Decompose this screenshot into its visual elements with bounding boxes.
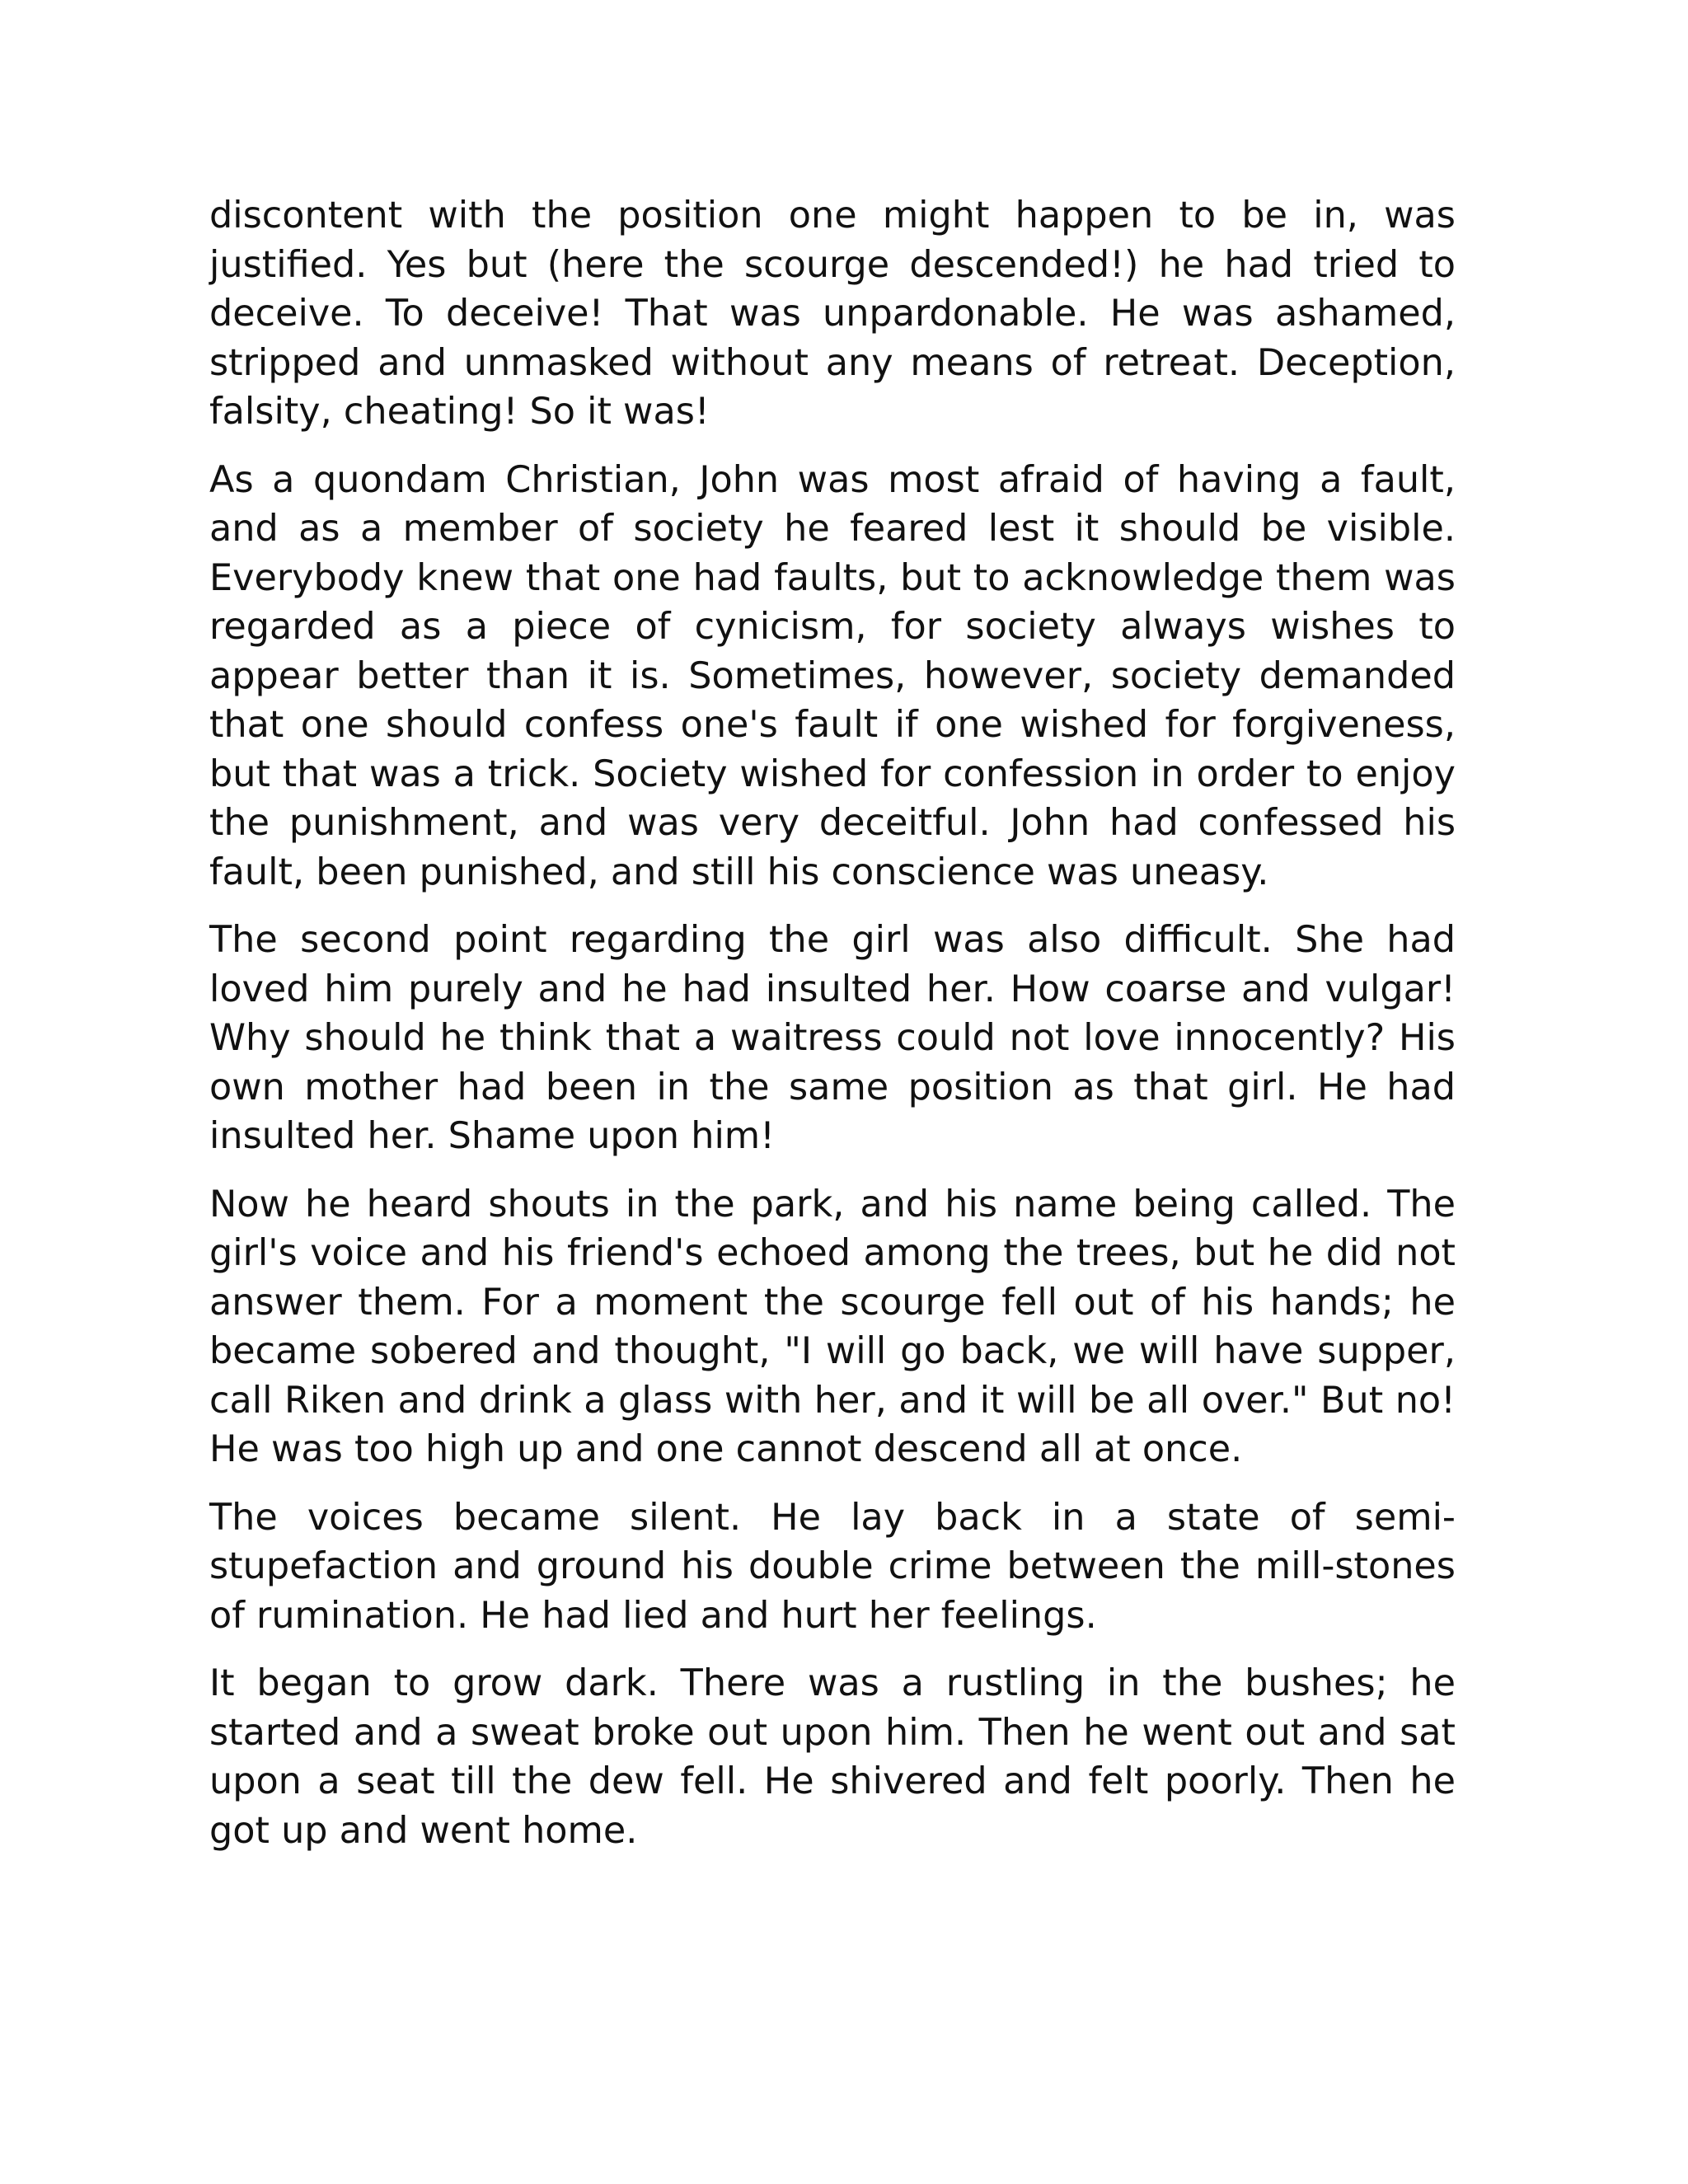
paragraph-6: It began to grow dark. There was a rustling in the bushes; he started and a sweat broke out upon him. Then he went out and sat upon a seat till the dew fell. He shivered and felt poorly. Then he got up and went home.	[209, 1662, 1456, 1852]
paragraph-1: discontent with the position one might happen to be in, was justified. Yes but (here the scourge descended!) he had tried to deceive. To deceive! That was unpardonable. He was ashamed, stripped and unmasked without any means of retreat. Deception, falsity, cheating! So it was!	[209, 194, 1456, 433]
paragraph-2: As a quondam Christian, John was most afraid of having a fault, and as a member of society he feared lest it should be visible. Everybody knew that one had faults, but to acknowledge them was regarded as a piece of cynicism, for society always wishes to appear better than it is. Sometimes, however, society demanded that one should confess one's fault if one wished for forgiveness, but that was a trick. Society wished for confession in order to enjoy the punishment, and was very deceitful. John had confessed his fault, been punished, and still his conscience was uneasy.	[209, 458, 1456, 893]
paragraph-3: The second point regarding the girl was also difficult. She had loved him purely and he had insulted her. How coarse and vulgar! Why should he think that a waitress could not love innocently? His own mother had been in the same position as that girl. He had insulted her. Shame upon him!	[209, 919, 1456, 1157]
document-body	[209, 191, 1456, 1874]
paragraph-4: Now he heard shouts in the park, and his name being called. The girl's voice and his friend's echoed among the trees, but he did not answer them. For a moment the scourge fell out of his hands; he became sobered and thought, "I will go back, we will have supper, call Riken and drink a glass with her, and it will be all over." But no! He was too high up and one cannot descend all at once.	[209, 1183, 1456, 1470]
paragraph-5: The voices became silent. He lay back in a state of semi-stupefaction and ground his double crime between the mill-stones of rumination. He had lied and hurt her feelings.	[209, 1496, 1456, 1637]
